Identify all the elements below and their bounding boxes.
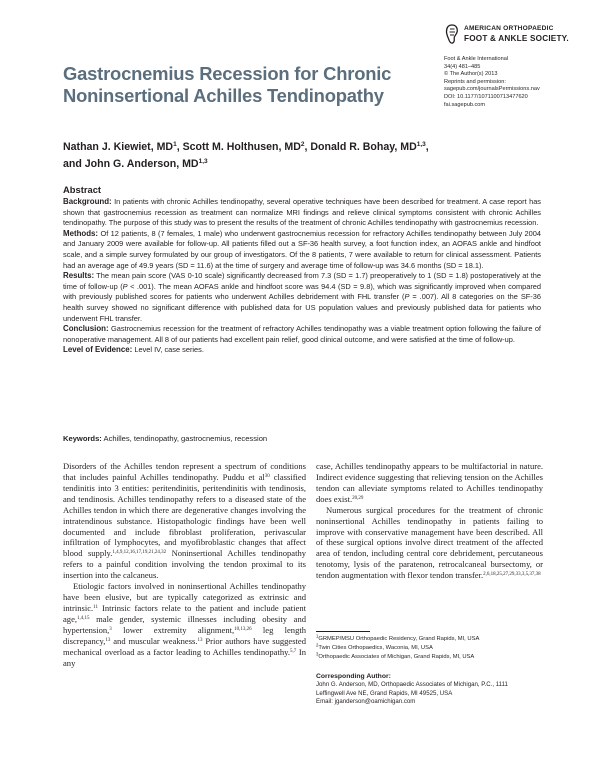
affiliation-mark: 3 [316, 651, 319, 657]
body-paragraph [63, 581, 306, 668]
abstract-methods [63, 229, 541, 271]
affiliation-mark: 2 [316, 642, 319, 648]
affiliation-mark: 1 [316, 633, 319, 639]
abstract-background [63, 197, 541, 229]
abstract-results [63, 271, 541, 324]
author-name: Nathan J. Kiewiet, MD [63, 141, 174, 153]
body-paragraph [316, 505, 543, 581]
citation-superscript: 11 [93, 604, 98, 610]
footnote-divider [316, 631, 370, 632]
corresponding-email[interactable]: Email: jganderson@oamichigan.com [316, 698, 416, 706]
keywords [63, 434, 267, 443]
section-text: Gastrocnemius recession for the treatment of refractory Achilles tendinopathy was a viable treatment option following the failure of nonoperative management. All 8 of our patients had excellent pain relief, good clinical outcome, and were satisfied at the time of follow-up. [63, 324, 541, 344]
affiliation-text: GRMEP/MSU Orthopaedic Residency, Grand Rapids, MI, USA [318, 636, 480, 642]
citation-superscript: 5,7 [289, 648, 297, 654]
body-text: Numerous surgical procedures for the treatment of chronic noninsertional Achilles tendinopathy in patients failing to improve with conservative management have been described. All of these surgical options involve direct treatment of the affected area of tendon, including central core debridement, percutaneous tenotomy, lysis of the paratenon, retrocalcaneal bursectomy, or tendon augmentation with flexor tendon transfer. [316, 504, 543, 581]
author-name: Scott M. Holthusen, MD [182, 141, 301, 153]
section-text: The mean pain score (VAS 0-10 scale) significantly decreased from 7.3 (SD = 1.7) preoperatively to 1 (SD = 1.8) postoperatively at the time of follow-up ( [63, 271, 541, 291]
affiliations [316, 635, 556, 662]
author-affiliation-mark: 1,3 [198, 157, 208, 165]
keywords-label: Keywords: [63, 434, 102, 443]
journal-url[interactable]: fai.sagepub.com [444, 101, 486, 108]
author-separator: , [425, 141, 429, 153]
citation-superscript: 10,13,26 [234, 626, 252, 632]
body-paragraph [316, 461, 543, 505]
author-list [63, 139, 533, 172]
author-separator: , [304, 141, 311, 153]
affiliation [316, 635, 556, 644]
logo-line-2: FOOT & ANKLE SOCIETY. [464, 34, 569, 43]
corresponding-author [316, 673, 556, 707]
copyright: © The Author(s) 2013 [444, 71, 498, 78]
body-text: Noninsertional Achilles tendinopathy refers to a painful condition involving the tendon proximal to its insertion into the calcaneus. [63, 548, 307, 581]
corresponding-line: Leffingwell Ave NE, Grand Rapids, MI 49525, USA [316, 689, 453, 697]
author-line-2 [63, 156, 533, 173]
author-affiliation-mark: 2 [300, 141, 305, 148]
foot-emblem-icon [444, 24, 460, 44]
p-symbol: P [122, 281, 128, 291]
level-of-evidence [63, 345, 541, 356]
section-text: In patients with chronic Achilles tendinopathy, several operative techniques have been described for treatment. A case report has shown that gastrocnemius recession as treatment can normalize MRI findings and relieve clinical symptoms consistent with chronic Achilles tendinopathy. The purpose of this study was to present the results of the treatment of chronic Achilles tendinopathy with gastrocnemius recession. [63, 197, 541, 228]
doi[interactable]: DOI: 10.1177/1071100713477620 [444, 93, 528, 100]
affiliation [316, 653, 556, 662]
title-line-1: Gastrocnemius Recession for Chronic [63, 63, 392, 84]
section-text: < .001). The mean AOFAS ankle and hindfoot score was 94.4 (SD = 9.8), which was significantly improved when compared with previously published scores for patients who underwent Achilles debridement with FHL transfer ( [63, 281, 542, 302]
corresponding-line: John G. Anderson, MD, Orthopaedic Associates of Michigan, P.C., 1111 [316, 681, 508, 689]
reprints-label: Reprints and permission: [444, 78, 506, 85]
section-text: Level IV, case series. [132, 345, 204, 355]
body-text: Intrinsic factors relate to the patient and include patient age, [63, 602, 306, 624]
abstract-conclusion [63, 324, 541, 345]
body-text: case, Achilles tendinopathy appears to be multifactorial in nature. Indirect evidence suggesting that relieving tension on the Achilles tendon can alleviate symptoms related to Achilles tendinopathy does exist. [316, 461, 543, 504]
society-logo [444, 24, 584, 46]
permissions-link[interactable]: sagepub.com/journalsPermissions.nav [444, 86, 540, 93]
section-label: Conclusion: [63, 324, 109, 334]
author-name: John G. Anderson, MD [84, 157, 199, 170]
body-text: lower extremity alignment, [111, 624, 235, 635]
section-label: Methods: [63, 228, 99, 238]
author-line-1 [63, 139, 533, 156]
body-text: Etiologic factors involved in noninsertional Achilles tendinopathy have been elusive, but are typically categorized as extrinsic and intrinsic. [63, 581, 306, 613]
citation-superscript: 13 [105, 637, 111, 643]
body-text: leg length discrepancy, [63, 624, 306, 646]
citation-superscript: 3 [109, 626, 112, 632]
body-text: Disorders of the Achilles tendon represent a spectrum of conditions that includes painful Achilles tendinopathy. Puddu et al [63, 461, 306, 482]
author-affiliation-mark: 1,3 [416, 141, 426, 148]
citation-superscript: 13 [197, 637, 203, 643]
section-label: Background: [63, 197, 112, 206]
citation-superscript: 30 [264, 473, 270, 479]
author-name: Donald R. Bohay, MD [310, 141, 417, 153]
author-conjunction: and [63, 157, 85, 170]
body-column-left [63, 461, 306, 669]
body-text: classified tendinitis into 3 entities: peritendinitis, peritendinitis with tendinosis, and tendinosis. Achilles tendinopathy refers to a diseased state of the Achilles tendon in which there are degenerative changes involving the intratendinous substance. Histopathologic findings have been well documented and include fibroblast proliferation, perivascular infiltration of lymphocytes, and myofibroblastic changes that affect blood supply. [63, 471, 306, 559]
author-separator: , [176, 141, 183, 153]
logo-line-1: AMERICAN ORTHOPAEDIC [464, 25, 554, 32]
section-label: Level of Evidence: [63, 345, 133, 355]
abstract [63, 197, 541, 356]
body-text: Prior authors have suggested mechanical overload as a factor leading to Achilles tendinopathy. [63, 635, 306, 657]
article-title [63, 63, 423, 107]
journal-volume: 34(4) 481–485 [444, 63, 481, 70]
author-affiliation-mark: 1 [173, 141, 177, 148]
body-paragraph [63, 461, 306, 581]
citation-superscript: 2,6,18,25,27,29,33,3,5,37,38 [483, 572, 541, 578]
section-label: Results: [63, 271, 95, 281]
abstract-heading: Abstract [63, 184, 102, 195]
body-column-right [316, 461, 543, 581]
p-symbol: P [404, 292, 410, 302]
citation-superscript: 20,29 [352, 495, 364, 501]
affiliation-text: Twin Cities Orthopaedics, Waconia, MI, USA [318, 645, 433, 651]
keywords-text: Achilles, tendinopathy, gastrocnemius, recession [101, 434, 268, 443]
citation-superscript: 1,4,9,12,16,17,19,21,24,32 [112, 550, 167, 556]
body-text: In any [63, 646, 306, 668]
journal-name: Foot & Ankle International [444, 56, 509, 62]
section-text: = .007). All 8 categories on the SF-36 health survey showed no significant difference with published data for US population values and previously published data for patients who underwent FHL transfer. [63, 292, 541, 323]
section-text: Of 12 patients, 8 (7 females, 1 male) who underwent gastrocnemius recession for refractory Achilles tendinopathy between July 2004 and January 2009 were available for follow-up. All patients filled out a SF-36 health survey, a foot function index, an AOFAS ankle and hindfoot scale, and a simple survey formulated by our group of investigators. Of the 8 patients, 7 were available to return for clinical assessment. Patients had an average age of 49.9 years (SD = 11.6) at the time of surgery and average time of follow-up was 34.6 months (SD = 18.1). [63, 228, 541, 270]
citation-superscript: 1,4,15 [77, 615, 90, 621]
body-text: male gender, systemic illnesses including obesity and hypertension, [63, 613, 306, 635]
journal-meta [444, 56, 594, 109]
title-line-2: Noninsertional Achilles Tendinopathy [63, 85, 384, 106]
affiliation [316, 644, 556, 653]
body-text: and muscular weakness. [110, 635, 198, 646]
corresponding-heading: Corresponding Author: [316, 673, 391, 680]
affiliation-text: Orthopaedic Associates of Michigan, Grand Rapids, MI, USA [318, 654, 475, 660]
